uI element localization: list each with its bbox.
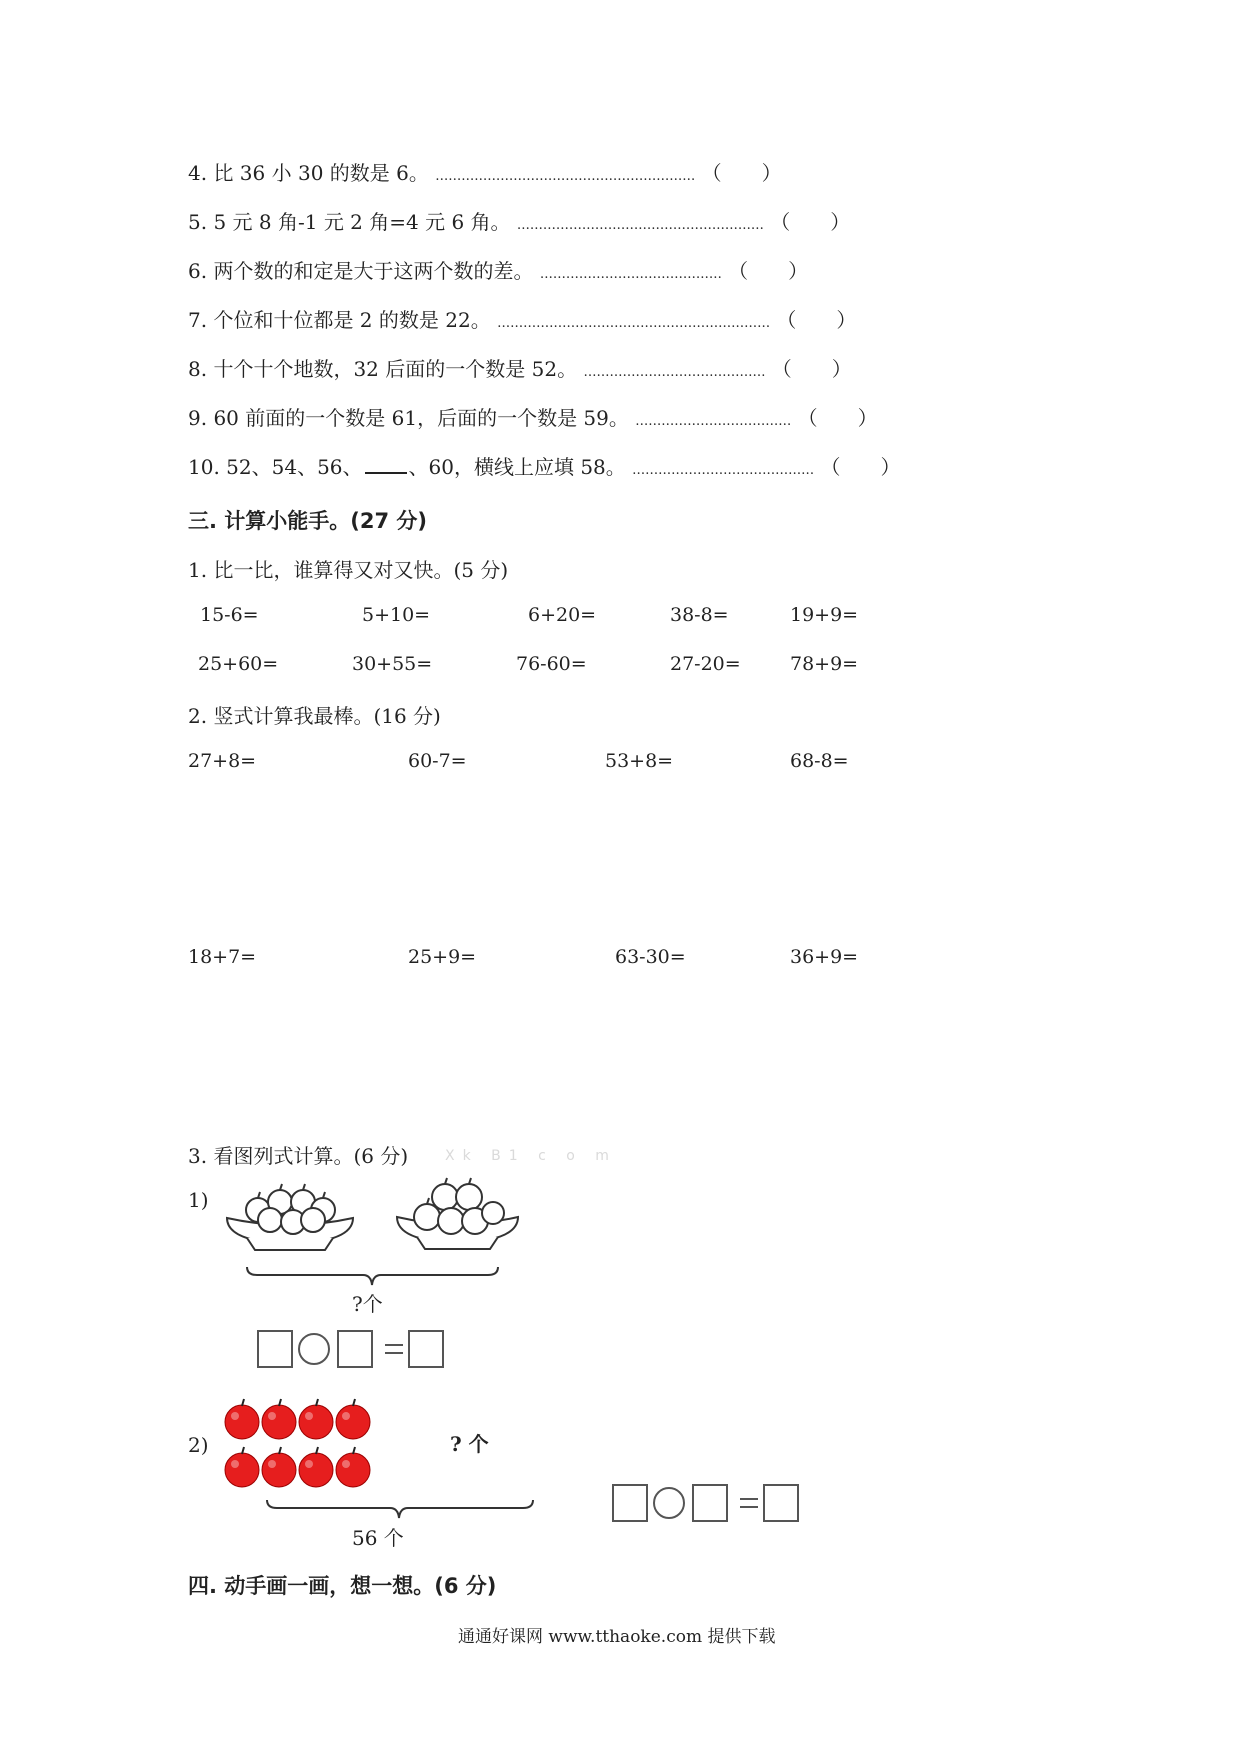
- equals-sign: [740, 1498, 758, 1508]
- tf-answer-paren: （ ）: [776, 308, 857, 332]
- problem1-question: ?个: [352, 1292, 383, 1316]
- calc-item: 6+20=: [528, 604, 597, 626]
- tf-num: 4.: [188, 161, 208, 185]
- tf-item-8: [188, 356, 852, 386]
- answer-box[interactable]: [763, 1484, 799, 1522]
- tf-dots: ……………………………………: [632, 463, 815, 478]
- answer-box[interactable]: [337, 1330, 373, 1368]
- operator-circle[interactable]: [298, 1333, 330, 1365]
- equals-sign: [385, 1344, 403, 1354]
- tf-text: 两个数的和定是大于这两个数的差。: [213, 259, 534, 283]
- vertical-calc-item: 60-7=: [408, 750, 467, 772]
- tf-num: 7.: [188, 308, 208, 332]
- operator-circle[interactable]: [653, 1487, 685, 1519]
- tf-dots: ……………………………………: [583, 365, 766, 380]
- tf-text: 60 前面的一个数是 61，后面的一个数是 59。: [213, 406, 629, 430]
- vertical-calc-item: 25+9=: [408, 946, 477, 968]
- vertical-calc-item: 18+7=: [188, 946, 257, 968]
- tf-dots: ……………………………………………………: [435, 169, 696, 184]
- q3-title: 3. 看图列式计算。(6 分): [188, 1144, 409, 1168]
- tf-dots: ………………………………: [635, 414, 792, 429]
- tf-item-4: [188, 160, 782, 190]
- tf-num: 9.: [188, 406, 208, 430]
- tf-answer-paren: （ ）: [701, 161, 782, 185]
- calc-item: 76-60=: [516, 653, 587, 675]
- tf-text: 个位和十位都是 2 的数是 22。: [213, 308, 491, 332]
- tf-text: 比 36 小 30 的数是 6。: [213, 161, 429, 185]
- answer-box[interactable]: [257, 1330, 293, 1368]
- fruit-plate-icon: [395, 1175, 520, 1260]
- calc-item: 19+9=: [790, 604, 859, 626]
- brace-total: [265, 1498, 535, 1522]
- tf-answer-paren: （ ）: [728, 259, 809, 283]
- tf-text: 十个十个地数，32 后面的一个数是 52。: [213, 357, 578, 381]
- tf-answer-paren: （ ）: [797, 406, 878, 430]
- tf-num: 5.: [188, 210, 208, 234]
- calc-item: 30+55=: [352, 653, 433, 675]
- tf-dots: ………………………………………………………: [497, 316, 771, 331]
- problem2-question: ? 个: [450, 1432, 489, 1456]
- section4-title: 四. 动手画一画，想一想。(6 分): [188, 1574, 497, 1598]
- tf-num: 10.: [188, 455, 220, 479]
- calc-item: 25+60=: [198, 653, 279, 675]
- answer-box[interactable]: [692, 1484, 728, 1522]
- brace-total: [245, 1265, 500, 1289]
- problem2-total: 56 个: [352, 1526, 404, 1550]
- tf-num: 6.: [188, 259, 208, 283]
- section3-title: 三. 计算小能手。(27 分): [188, 509, 428, 533]
- tf-item-5: [188, 209, 850, 239]
- tf-answer-paren: （ ）: [771, 357, 852, 381]
- q2-title: 2. 竖式计算我最棒。(16 分): [188, 704, 441, 728]
- fruit-plate-icon: [225, 1180, 355, 1260]
- answer-box[interactable]: [408, 1330, 444, 1368]
- answer-box[interactable]: [612, 1484, 648, 1522]
- calc-item: 15-6=: [200, 604, 259, 626]
- vertical-calc-item: 36+9=: [790, 946, 859, 968]
- red-apple-icon: [222, 1398, 382, 1498]
- q1-title: 1. 比一比，谁算得又对又快。(5 分): [188, 558, 509, 582]
- tf-item-6: [188, 258, 808, 288]
- calc-item: 27-20=: [670, 653, 741, 675]
- tf-item-9: [188, 405, 878, 435]
- tf-item-7: [188, 307, 856, 337]
- calc-item: 5+10=: [362, 604, 431, 626]
- tf-text: 5 元 8 角-1 元 2 角=4 元 6 角。: [213, 210, 511, 234]
- vertical-calc-item: 27+8=: [188, 750, 257, 772]
- tf-dots: …………………………………………………: [516, 218, 764, 233]
- tf-num: 8.: [188, 357, 208, 381]
- tf-answer-paren: （ ）: [770, 210, 851, 234]
- fill-blank-line[interactable]: [365, 456, 407, 474]
- calc-item: 78+9=: [790, 653, 859, 675]
- watermark: Xk B1 c o m: [445, 1148, 617, 1164]
- problem2-label: 2): [188, 1433, 209, 1457]
- vertical-calc-item: 63-30=: [615, 946, 686, 968]
- tf-text-before: 52、54、56、: [226, 455, 363, 479]
- vertical-calc-item: 53+8=: [605, 750, 674, 772]
- tf-item-10: [188, 454, 901, 484]
- tf-dots: ……………………………………: [539, 267, 722, 282]
- calc-item: 38-8=: [670, 604, 729, 626]
- problem1-label: 1): [188, 1188, 209, 1212]
- vertical-calc-item: 68-8=: [790, 750, 849, 772]
- tf-answer-paren: （ ）: [820, 455, 901, 479]
- tf-text-after: 、60，横线上应填 58。: [408, 455, 626, 479]
- footer-text: 通通好课网 www.tthaoke.com 提供下载: [458, 1627, 776, 1647]
